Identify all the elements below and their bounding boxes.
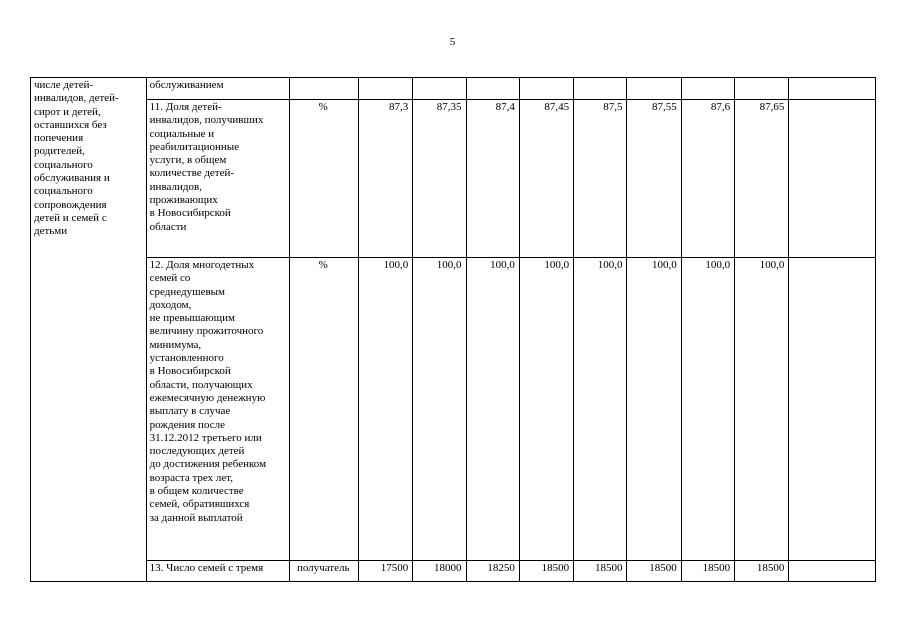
value-cell: 18500 <box>681 561 734 582</box>
value-cell <box>574 78 627 100</box>
table-row <box>31 78 876 100</box>
value-cell <box>681 78 734 100</box>
value-cell: 17500 <box>358 561 412 582</box>
unit-cell: % <box>289 258 358 561</box>
value-cell: 87,6 <box>681 100 734 258</box>
table-row <box>31 100 876 258</box>
value-cell: 18500 <box>574 561 627 582</box>
value-cell: 100,0 <box>413 258 466 561</box>
value-cell: 100,0 <box>574 258 627 561</box>
note-cell <box>789 258 876 561</box>
value-cell: 100,0 <box>519 258 573 561</box>
indicator-cell: 13. Число семей с тремя <box>146 561 289 582</box>
note-cell <box>789 78 876 100</box>
indicator-cell: 11. Доля детей- инвалидов, получивших социальные и реабилитационные услуги, в общем количестве детей- инвалидов, проживающих в Новосибирской области <box>146 100 289 258</box>
value-cell <box>519 78 573 100</box>
value-cell <box>466 78 519 100</box>
table-row <box>31 258 876 561</box>
page-number: 5 <box>449 36 456 48</box>
note-cell <box>789 100 876 258</box>
value-cell: 87,35 <box>413 100 466 258</box>
group-label-cell: числе детей- инвалидов, детей- сирот и детей, оставшихся без попечения родителей, социального обслуживания и социального сопровождения детей и семей с детьми <box>31 78 147 582</box>
value-cell: 100,0 <box>358 258 412 561</box>
value-cell: 18250 <box>466 561 519 582</box>
indicator-cell: 12. Доля многодетных семей со среднедушевым доходом, не превышающим величину прожиточного минимума, установленного в Новосибирской области, получающих ежемесячную денежную выплату в случае рождения после 31.12.2012 третьего или последующих детей до достижения ребенком возраста трех лет, в общем количестве семей, обратившихся за данной выплатой <box>146 258 289 561</box>
value-cell: 18500 <box>735 561 789 582</box>
value-cell: 100,0 <box>735 258 789 561</box>
value-cell: 87,5 <box>574 100 627 258</box>
unit-cell: получатель <box>289 561 358 582</box>
table-row <box>31 561 876 582</box>
indicator-cell: обслуживанием <box>146 78 289 100</box>
value-cell <box>627 78 681 100</box>
value-cell: 87,45 <box>519 100 573 258</box>
value-cell: 100,0 <box>681 258 734 561</box>
value-cell <box>358 78 412 100</box>
unit-cell <box>289 78 358 100</box>
value-cell: 87,65 <box>735 100 789 258</box>
value-cell: 87,3 <box>358 100 412 258</box>
value-cell: 87,4 <box>466 100 519 258</box>
value-cell: 87,55 <box>627 100 681 258</box>
value-cell <box>735 78 789 100</box>
value-cell <box>413 78 466 100</box>
note-cell <box>789 561 876 582</box>
value-cell: 100,0 <box>627 258 681 561</box>
value-cell: 18500 <box>519 561 573 582</box>
value-cell: 18000 <box>413 561 466 582</box>
unit-cell: % <box>289 100 358 258</box>
value-cell: 100,0 <box>466 258 519 561</box>
value-cell: 18500 <box>627 561 681 582</box>
indicators-table <box>30 77 876 582</box>
